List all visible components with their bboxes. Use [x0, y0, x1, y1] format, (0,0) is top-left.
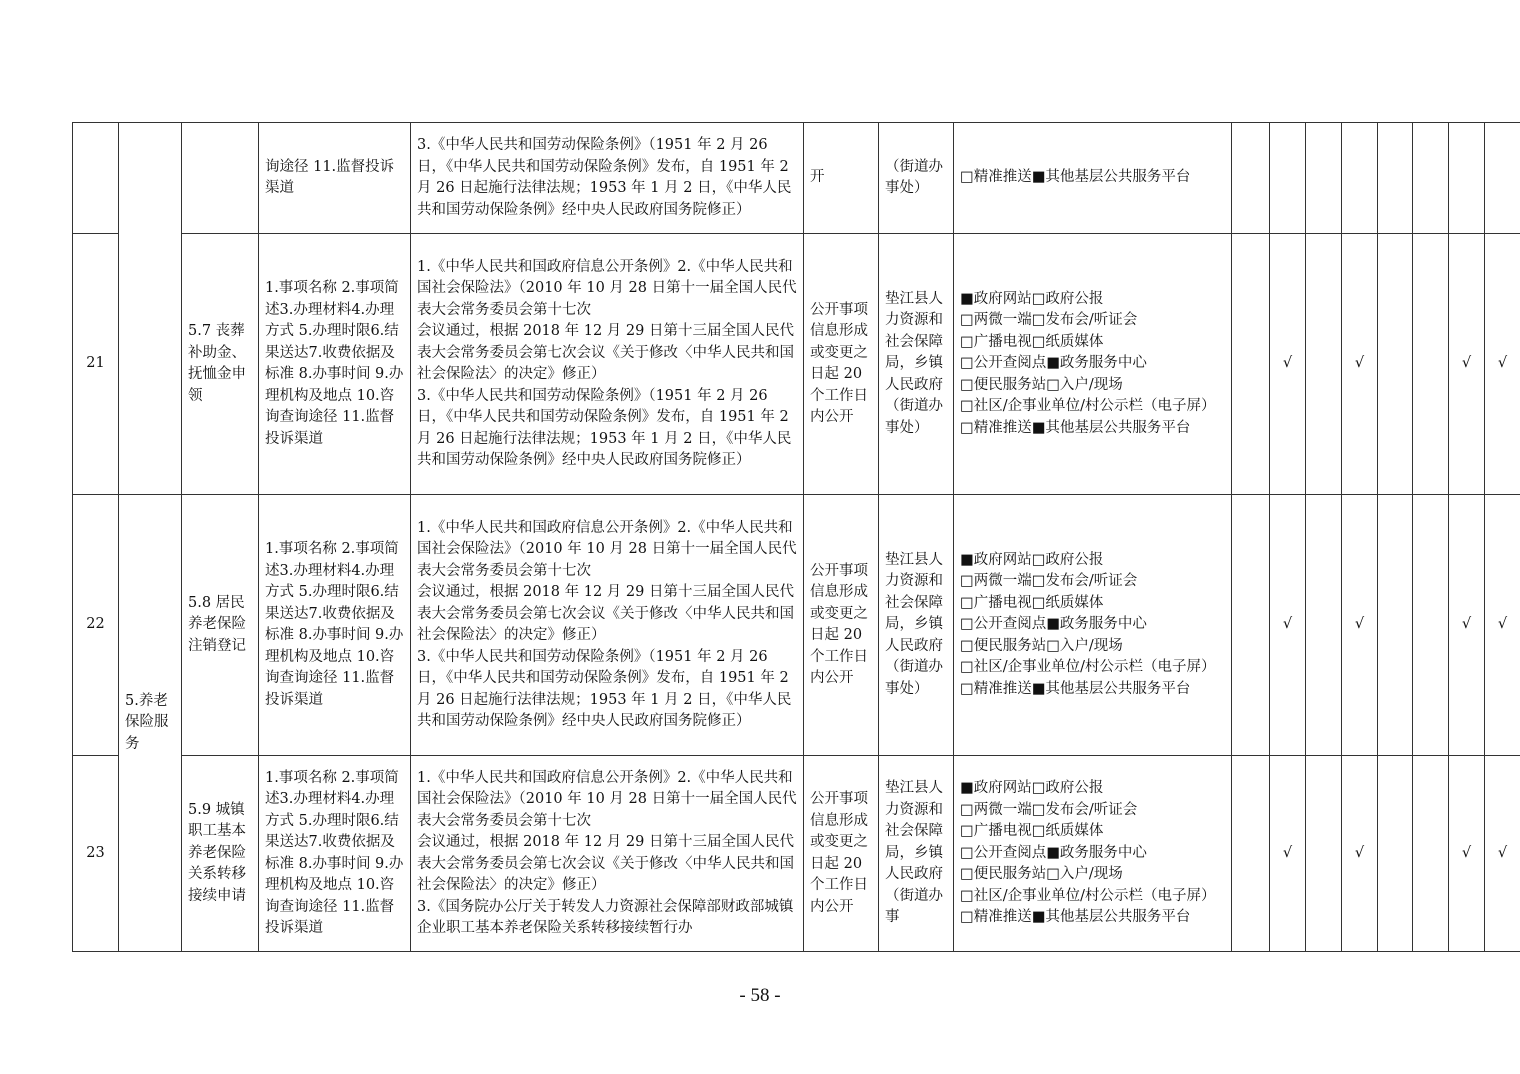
disclosure-content: 1.事项名称 2.事项简述3.办理材料4.办理方式 5.办理时限6.结果送达7.收费依据及标准 8.办事时间 9.办理机构及地点 10.咨询查询途径 11.监督投诉渠道 — [259, 756, 411, 952]
check-cell — [1378, 123, 1413, 234]
check-cell: √ — [1449, 495, 1485, 756]
check-cell: √ — [1449, 756, 1485, 952]
disclosure-basis: 1.《中华人民共和国政府信息公开条例》2.《中华人民共和国社会保险法》（2010 年 10 月 28 日第十一届全国人民代表大会常务委员会第十七次 会议通过，根据 2018 年 12 月 29 日第十三届全国人民代表大会常务委员会第七次会议《关于修改〈中华人民共和国社会保险法〉的决定》修正） 3.《中华人民共和国劳动保险条例》（1951 年 2 月 26 日，《中华人民共和国劳动保险条例》发布，自 1951 年 2 月 26 日起施行法律法规；1953 年 1 月 2 日，《中华人民共和国劳动保险条例》经中央人民政府国务院修正） — [411, 495, 804, 756]
check-cell — [1413, 495, 1449, 756]
row-number: 23 — [73, 756, 119, 952]
item-name: 5.9 城镇职工基本养老保险关系转移接续申请 — [182, 756, 259, 952]
disclosure-channels: ■政府网站□政府公报 □两微一端□发布会/听证会 □广播电视□纸质媒体 □公开查阅点■政务服务中心 □便民服务站□入户/现场 □社区/企事业单位/村公示栏（电子屏） □精准推送■其他基层公共服务平台 — [954, 495, 1232, 756]
disclosure-subject: 垫江县人力资源和社会保障局，乡镇人民政府（街道办事处） — [879, 495, 954, 756]
disclosure-basis: 1.《中华人民共和国政府信息公开条例》2.《中华人民共和国社会保险法》（2010 年 10 月 28 日第十一届全国人民代表大会常务委员会第十七次 会议通过，根据 2018 年 12 月 29 日第十三届全国人民代表大会常务委员会第七次会议《关于修改〈中华人民共和国社会保险法〉的决定》修正） 3.《中华人民共和国劳动保险条例》（1951 年 2 月 26 日，《中华人民共和国劳动保险条例》发布，自 1951 年 2 月 26 日起施行法律法规；1953 年 1 月 2 日，《中华人民共和国劳动保险条例》经中央人民政府国务院修正） — [411, 234, 804, 495]
check-cell — [1413, 123, 1449, 234]
service-category: 5.养老保险服务 — [119, 495, 182, 952]
check-cell — [1306, 756, 1342, 952]
item-name — [182, 123, 259, 234]
item-name: 5.7 丧葬补助金、抚恤金申领 — [182, 234, 259, 495]
item-name: 5.8 居民养老保险注销登记 — [182, 495, 259, 756]
disclosure-content: 1.事项名称 2.事项简述3.办理材料4.办理方式 5.办理时限6.结果送达7.收费依据及标准 8.办事时间 9.办理机构及地点 10.咨询查询途径 11.监督投诉渠道 — [259, 234, 411, 495]
check-cell — [1413, 234, 1449, 495]
time-limit: 开 — [804, 123, 879, 234]
check-cell: √ — [1485, 495, 1520, 756]
check-cell — [1232, 756, 1270, 952]
check-cell — [1449, 123, 1485, 234]
disclosure-subject: 垫江县人力资源和社会保障局，乡镇人民政府（街道办事处） — [879, 234, 954, 495]
disclosure-channels: ■政府网站□政府公报 □两微一端□发布会/听证会 □广播电视□纸质媒体 □公开查阅点■政务服务中心 □便民服务站□入户/现场 □社区/企事业单位/村公示栏（电子屏） □精准推送■其他基层公共服务平台 — [954, 756, 1232, 952]
disclosure-content: 1.事项名称 2.事项简述3.办理材料4.办理方式 5.办理时限6.结果送达7.收费依据及标准 8.办事时间 9.办理机构及地点 10.咨询查询途径 11.监督投诉渠道 — [259, 495, 411, 756]
check-cell: √ — [1270, 234, 1306, 495]
time-limit: 公开事项信息形成或变更之日起 20 个工作日内公开 — [804, 234, 879, 495]
disclosure-channels: □精准推送■其他基层公共服务平台 — [954, 123, 1232, 234]
disclosure-channels: ■政府网站□政府公报 □两微一端□发布会/听证会 □广播电视□纸质媒体 □公开查阅点■政务服务中心 □便民服务站□入户/现场 □社区/企事业单位/村公示栏（电子屏） □精准推送■其他基层公共服务平台 — [954, 234, 1232, 495]
page-number: - 58 - — [739, 985, 781, 1006]
disclosure-subject: （街道办事处） — [879, 123, 954, 234]
check-cell — [1485, 123, 1520, 234]
table-row — [73, 234, 1520, 495]
check-cell — [1378, 234, 1413, 495]
check-cell: √ — [1270, 495, 1306, 756]
table-row — [73, 495, 1520, 756]
check-cell — [1232, 495, 1270, 756]
check-cell — [1270, 123, 1306, 234]
category-cell — [119, 123, 182, 495]
check-cell: √ — [1270, 756, 1306, 952]
time-limit: 公开事项信息形成或变更之日起 20 个工作日内公开 — [804, 495, 879, 756]
check-cell: √ — [1342, 495, 1378, 756]
check-cell — [1232, 234, 1270, 495]
check-cell — [1378, 756, 1413, 952]
check-cell: √ — [1485, 756, 1520, 952]
disclosure-content: 询途径 11.监督投诉渠道 — [259, 123, 411, 234]
disclosure-basis: 1.《中华人民共和国政府信息公开条例》2.《中华人民共和国社会保险法》（2010 年 10 月 28 日第十一届全国人民代表大会常务委员会第十七次 会议通过，根据 2018 年 12 月 29 日第十三届全国人民代表大会常务委员会第七次会议《关于修改〈中华人民共和国社会保险法〉的决定》修正） 3.《国务院办公厅关于转发人力资源社会保障部财政部城镇企业职工基本养老保险关系转移接续暂行办 — [411, 756, 804, 952]
table-row — [73, 756, 1520, 952]
check-cell: √ — [1485, 234, 1520, 495]
check-cell — [1306, 234, 1342, 495]
disclosure-table — [72, 122, 1520, 952]
check-cell: √ — [1449, 234, 1485, 495]
check-cell — [1306, 123, 1342, 234]
check-cell — [1342, 123, 1378, 234]
check-cell: √ — [1342, 756, 1378, 952]
row-number — [73, 123, 119, 234]
check-cell — [1232, 123, 1270, 234]
time-limit: 公开事项信息形成或变更之日起 20 个工作日内公开 — [804, 756, 879, 952]
disclosure-subject: 垫江县人力资源和社会保障局，乡镇人民政府（街道办事 — [879, 756, 954, 952]
row-number: 21 — [73, 234, 119, 495]
table-row — [73, 123, 1520, 234]
row-number: 22 — [73, 495, 119, 756]
check-cell: √ — [1342, 234, 1378, 495]
check-cell — [1413, 756, 1449, 952]
disclosure-basis: 3.《中华人民共和国劳动保险条例》（1951 年 2 月 26 日，《中华人民共和国劳动保险条例》发布，自 1951 年 2 月 26 日起施行法律法规；1953 年 1 月 2 日，《中华人民共和国劳动保险条例》经中央人民政府国务院修正） — [411, 123, 804, 234]
check-cell — [1378, 495, 1413, 756]
check-cell — [1306, 495, 1342, 756]
